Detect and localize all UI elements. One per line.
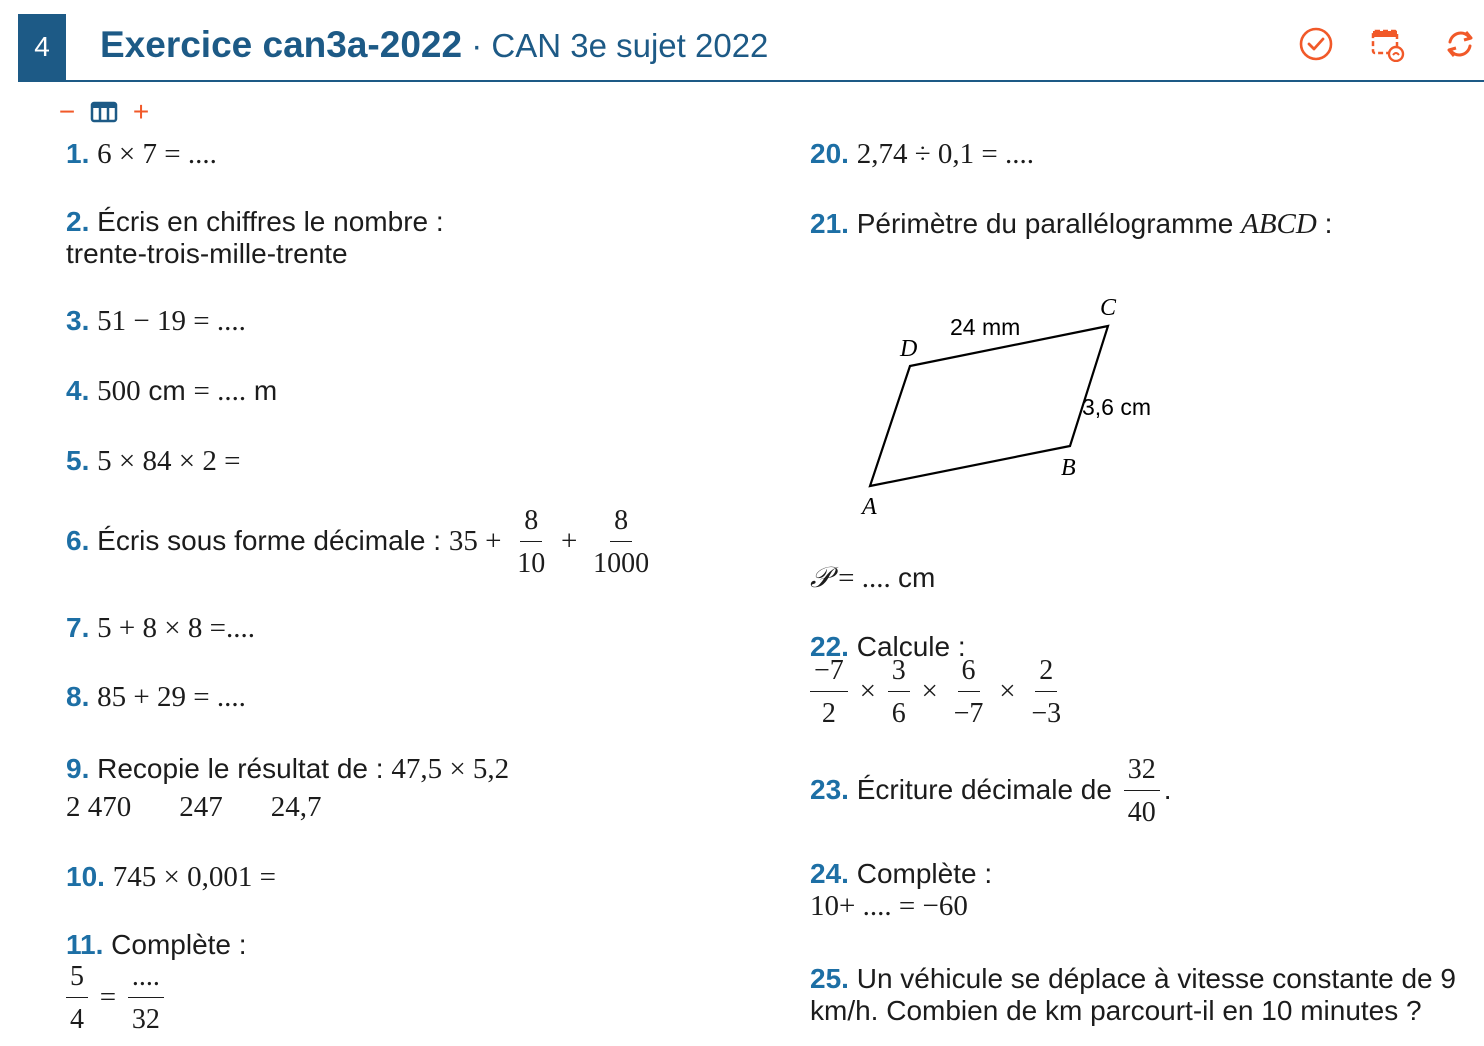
title-separator: ·	[462, 27, 492, 64]
equals-sign: =	[99, 980, 117, 1013]
fraction	[66, 961, 88, 1036]
denominator: 2	[821, 698, 836, 729]
question-5	[66, 445, 240, 477]
question-number: 7.	[66, 612, 90, 643]
exercise-subtitle: CAN 3e sujet 2022	[491, 27, 769, 64]
question-7	[66, 612, 255, 644]
denominator: 32	[131, 1004, 160, 1035]
question-text: Écris en chiffres le nombre :	[97, 206, 444, 237]
denominator: 4	[70, 1004, 84, 1035]
times-sign: ×	[999, 674, 1016, 707]
question-number: 6.	[66, 524, 90, 556]
fraction	[950, 655, 988, 730]
vertex-label-c: C	[1100, 295, 1117, 321]
question-text: Un véhicule se déplace à vitesse constante de 9	[856, 963, 1456, 994]
vertex-label-a: A	[862, 494, 877, 520]
fraction	[888, 655, 910, 730]
answer-expression: = ....	[830, 562, 899, 594]
question-expression: 5 × 84 × 2 =	[97, 445, 241, 477]
choice-item[interactable]: 247	[179, 791, 223, 823]
new-window-icon[interactable]	[1370, 26, 1406, 62]
question-expression: 2,74 ÷ 0,1 = ....	[856, 138, 1034, 170]
question-21	[810, 208, 1332, 240]
question-number: 23.	[810, 773, 849, 805]
question-text: Écris sous forme décimale :	[97, 524, 442, 556]
question-number: 11.	[66, 929, 104, 960]
question-number: 5.	[66, 445, 90, 476]
shape-name: ABCD	[1241, 208, 1317, 240]
numerator: 5	[66, 961, 88, 998]
numerator: 3	[888, 655, 910, 692]
question-number: 20.	[810, 138, 849, 169]
question-number: 21.	[810, 208, 849, 239]
question-number: 8.	[66, 681, 90, 712]
check-circle-icon[interactable]	[1298, 26, 1334, 62]
fraction	[1027, 655, 1065, 730]
numerator: 32	[1124, 754, 1160, 791]
fraction	[513, 505, 549, 580]
question-expression: 6 × 7 = ....	[97, 138, 217, 170]
question-21-answer	[810, 561, 935, 594]
question-text-line2: km/h. Combien de km parcourt-il en 10 minutes ?	[810, 995, 1422, 1026]
numerator: 6	[958, 655, 980, 692]
denominator: −3	[1031, 698, 1062, 729]
question-text: Complète :	[111, 929, 247, 960]
answer-choices	[66, 791, 509, 823]
question-4	[66, 375, 277, 407]
question-text: Calcule :	[856, 631, 966, 662]
denominator: 40	[1127, 797, 1156, 828]
length-label-top: 24 mm	[950, 314, 1021, 340]
denominator: 1000	[593, 548, 650, 579]
question-text: Périmètre du parallélogramme	[856, 208, 1234, 239]
fraction	[1124, 754, 1160, 829]
decrease-columns-button[interactable]: −	[58, 96, 76, 127]
question-expression: = ....	[193, 375, 247, 407]
question-25	[810, 963, 1484, 1027]
refresh-icon[interactable]	[1442, 26, 1478, 62]
increase-columns-button[interactable]: +	[132, 96, 150, 127]
unit-cm: cm	[898, 562, 936, 593]
question-number: 1.	[66, 138, 90, 169]
numerator: 2	[1035, 655, 1057, 692]
plus-sign: +	[560, 524, 578, 557]
unit-cm: cm	[140, 375, 194, 406]
question-expression: 51 − 19 = ....	[97, 305, 246, 337]
numerator: 8	[610, 505, 632, 542]
question-text-line2: trente-trois-mille-trente	[66, 238, 348, 269]
parallelogram-figure	[850, 282, 1180, 522]
question-expression	[62, 961, 247, 1036]
length-label-side: 3,6 cm	[1082, 394, 1152, 420]
column-toolbar	[54, 98, 154, 126]
question-23	[810, 754, 1172, 829]
choice-item[interactable]: 24,7	[270, 791, 322, 823]
question-value: 500	[97, 375, 141, 407]
period: .	[1163, 773, 1172, 805]
question-number: 10.	[66, 861, 105, 892]
question-expression: 47,5 × 5,2	[391, 753, 510, 785]
exercise-header	[18, 14, 1484, 82]
question-number: 22.	[810, 631, 849, 662]
denominator: −7	[953, 698, 984, 729]
question-number: 4.	[66, 375, 90, 406]
question-expression: 5 + 8 × 8 =....	[97, 612, 255, 644]
question-text: Recopie le résultat de :	[97, 753, 384, 784]
question-expression: 35 +	[448, 524, 502, 557]
question-number: 9.	[66, 753, 90, 784]
numerator: 8	[520, 505, 542, 542]
unit-m: m	[246, 375, 278, 406]
question-8	[66, 681, 246, 713]
exercise-number-badge: 4	[18, 14, 66, 80]
times-sign: ×	[921, 674, 938, 707]
exercise-title-main: Exercice can3a-2022	[100, 24, 463, 65]
question-6	[66, 505, 657, 580]
question-expression	[806, 655, 1069, 730]
colon: :	[1316, 208, 1333, 239]
question-1	[66, 138, 217, 170]
denominator: 6	[891, 698, 906, 729]
exercise-title	[100, 24, 768, 66]
times-sign: ×	[859, 674, 876, 707]
fraction	[128, 961, 164, 1036]
numerator: ....	[128, 961, 164, 998]
question-number: 24.	[810, 858, 849, 889]
question-number: 3.	[66, 305, 90, 336]
question-22	[810, 631, 1069, 730]
choice-item[interactable]: 2 470	[66, 791, 132, 823]
fraction	[589, 505, 653, 580]
vertex-label-b: B	[1061, 455, 1076, 481]
denominator: 10	[517, 548, 546, 579]
question-number: 2.	[66, 206, 90, 237]
question-2	[66, 206, 444, 270]
numerator: −7	[810, 655, 848, 692]
fraction	[810, 655, 848, 730]
question-text: Complète :	[856, 858, 993, 889]
perimeter-symbol: 𝒫	[810, 560, 831, 594]
vertex-label-d: D	[900, 336, 918, 362]
question-text: Écriture décimale de	[856, 773, 1112, 805]
question-expression: 745 × 0,001 =	[112, 861, 276, 893]
question-expression: 85 + 29 = ....	[97, 681, 246, 713]
question-20	[810, 138, 1034, 170]
question-11	[66, 929, 247, 1036]
question-expression: 10+ .... = −60	[810, 890, 968, 922]
question-9	[66, 753, 509, 823]
question-10	[66, 861, 276, 893]
question-number: 25.	[810, 963, 849, 994]
question-24	[810, 858, 992, 922]
question-3	[66, 305, 246, 337]
columns-icon[interactable]	[90, 100, 118, 124]
